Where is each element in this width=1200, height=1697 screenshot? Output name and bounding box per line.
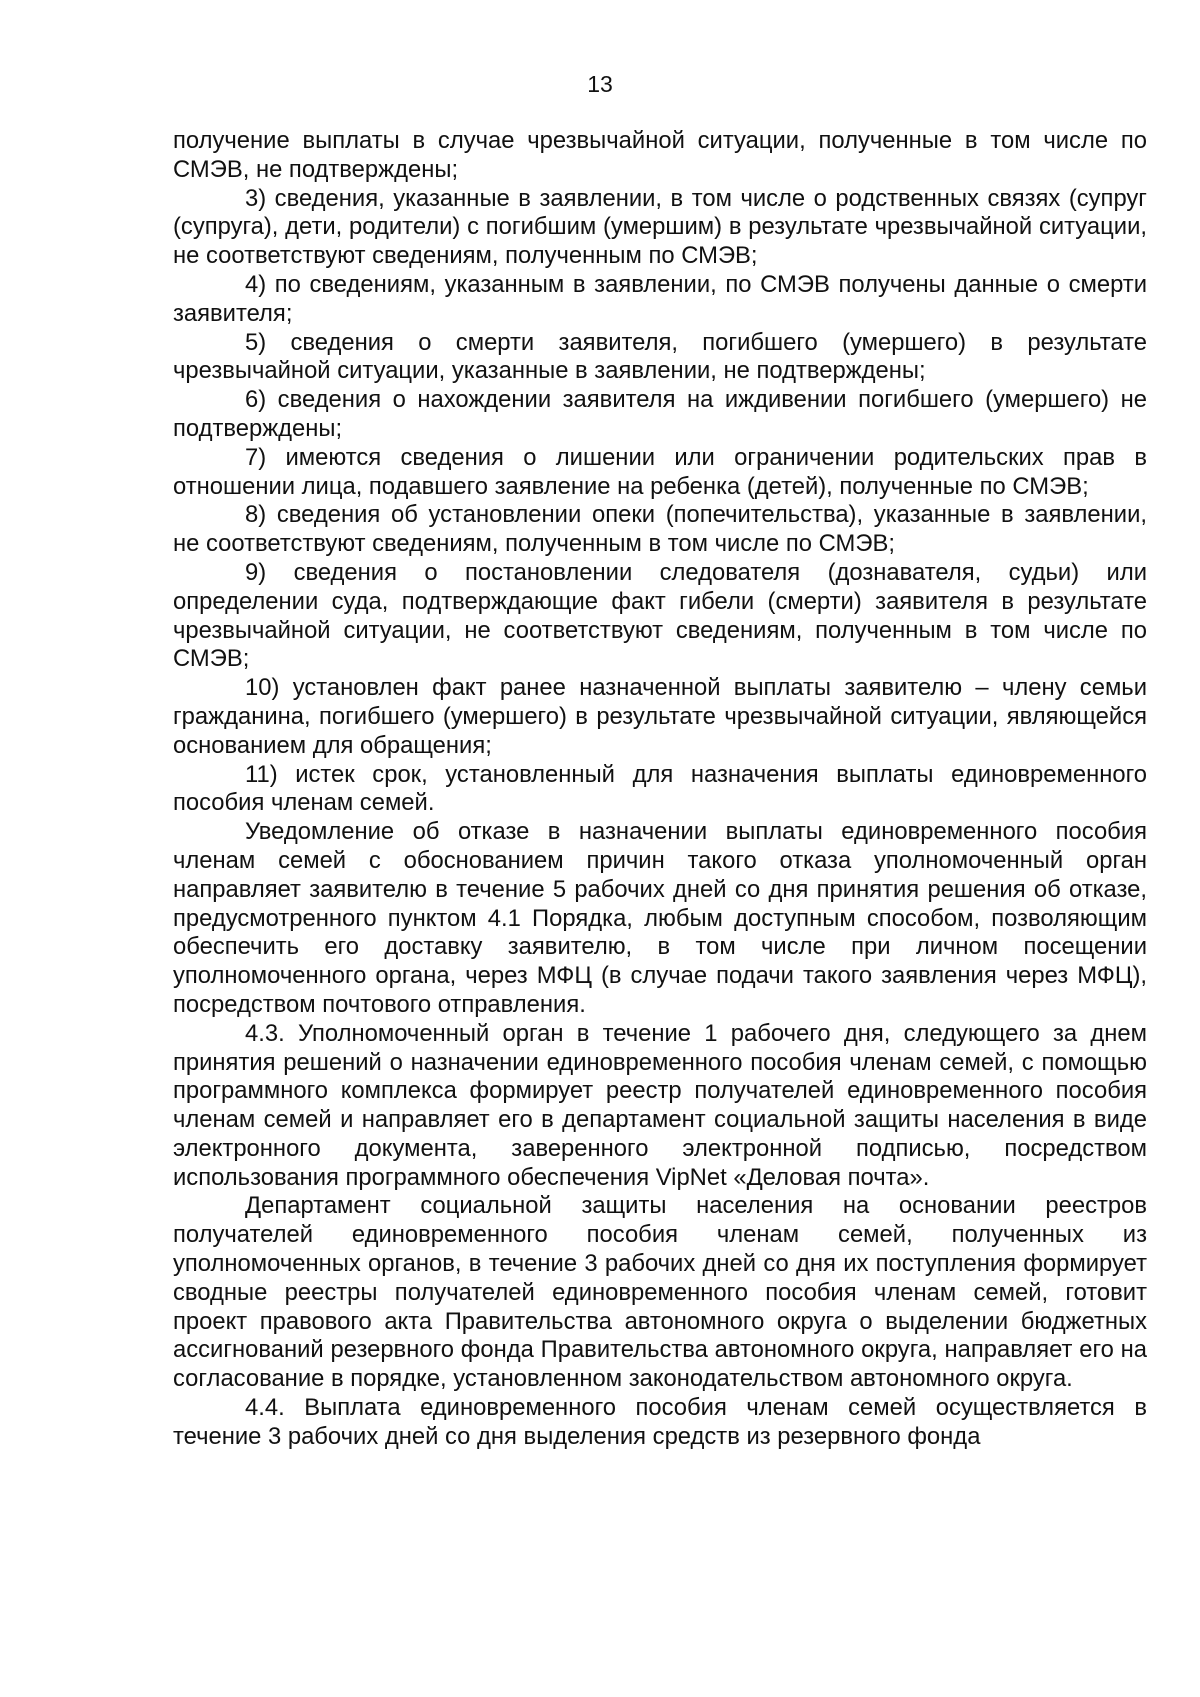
document-body [173,127,1147,1452]
list-item-3: 3) сведения, указанные в заявлении, в том числе о родственных связях (супруг (супруга), дети, родители) с погибшим (умершим) в результате чрезвычайной ситуации, не соответствуют сведениям, полученным по СМЭВ; [173,184,1147,270]
list-item-7: 7) имеются сведения о лишении или ограничении родительских прав в отношении лица, подавшего заявление на ребенка (детей), полученные по СМЭВ; [173,443,1147,500]
paragraph-department: Департамент социальной защиты населения на основании реестров получателей единовременного пособия членам семей, полученных из уполномоченных органов, в течение 3 рабочих дней со дня их поступления формирует сводные реестры получателей единовременного пособия членам семей, готовит проект правового акта Правительства автономного округа о выделении бюджетных ассигнований резервного фонда Правительства автономного округа, направляет его на согласование в порядке, установленном законодательством автономного округа. [173,1192,1147,1393]
list-item-6: 6) сведения о нахождении заявителя на иждивении погибшего (умершего) не подтверждены; [173,386,1147,442]
paragraph-continuation: получение выплаты в случае чрезвычайной ситуации, полученные в том числе по СМЭВ, не подтверждены; [173,127,1147,183]
paragraph-4-4: 4.4. Выплата единовременного пособия членам семей осуществляется в течение 3 рабочих дней со дня выделения средств из резервного фонда [173,1394,1147,1450]
list-item-8: 8) сведения об установлении опеки (попечительства), указанные в заявлении, не соответствуют сведениям, полученным в том числе по СМЭВ; [173,501,1147,558]
page-number: 13 [587,71,613,97]
list-item-10: 10) установлен факт ранее назначенной выплаты заявителю – члену семьи гражданина, погибшего (умершего) в результате чрезвычайной ситуации, являющейся основанием для обращения; [173,674,1147,759]
list-item-9: 9) сведения о постановлении следователя (дознавателя, судьи) или определении суда, подтверждающие факт гибели (смерти) заявителя в результате чрезвычайной ситуации, не соответствуют сведениям, полученным в том числе по СМЭВ; [173,558,1147,673]
paragraph-refusal-notice: Уведомление об отказе в назначении выплаты единовременного пособия членам семей с обоснованием причин такого отказа уполномоченный орган направляет заявителю в течение 5 рабочих дней со дня принятия решения об отказе, предусмотренного пунктом 4.1 Порядка, любым доступным способом, позволяющим обеспечить его доставку заявителю, в том числе при личном посещении уполномоченного органа, через МФЦ (в случае подачи такого заявления через МФЦ), посредством почтового отправления. [173,818,1147,1018]
paragraph-4-3: 4.3. Уполномоченный орган в течение 1 рабочего дня, следующего за днем принятия решений о назначении единовременного пособия членам семей, с помощью программного комплекса формирует реестр получателей единовременного пособия членам семей и направляет его в департамент социальной защиты населения в виде электронного документа, заверенного электронной подписью, посредством использования программного обеспечения VipNet «Деловая почта». [173,1019,1147,1191]
list-item-11: 11) истек срок, установленный для назначения выплаты единовременного пособия членам семей. [173,760,1147,817]
list-item-4: 4) по сведениям, указанным в заявлении, по СМЭВ получены данные о смерти заявителя; [173,270,1147,327]
list-item-5: 5) сведения о смерти заявителя, погибшего (умершего) в результате чрезвычайной ситуации, указанные в заявлении, не подтверждены; [173,328,1147,385]
